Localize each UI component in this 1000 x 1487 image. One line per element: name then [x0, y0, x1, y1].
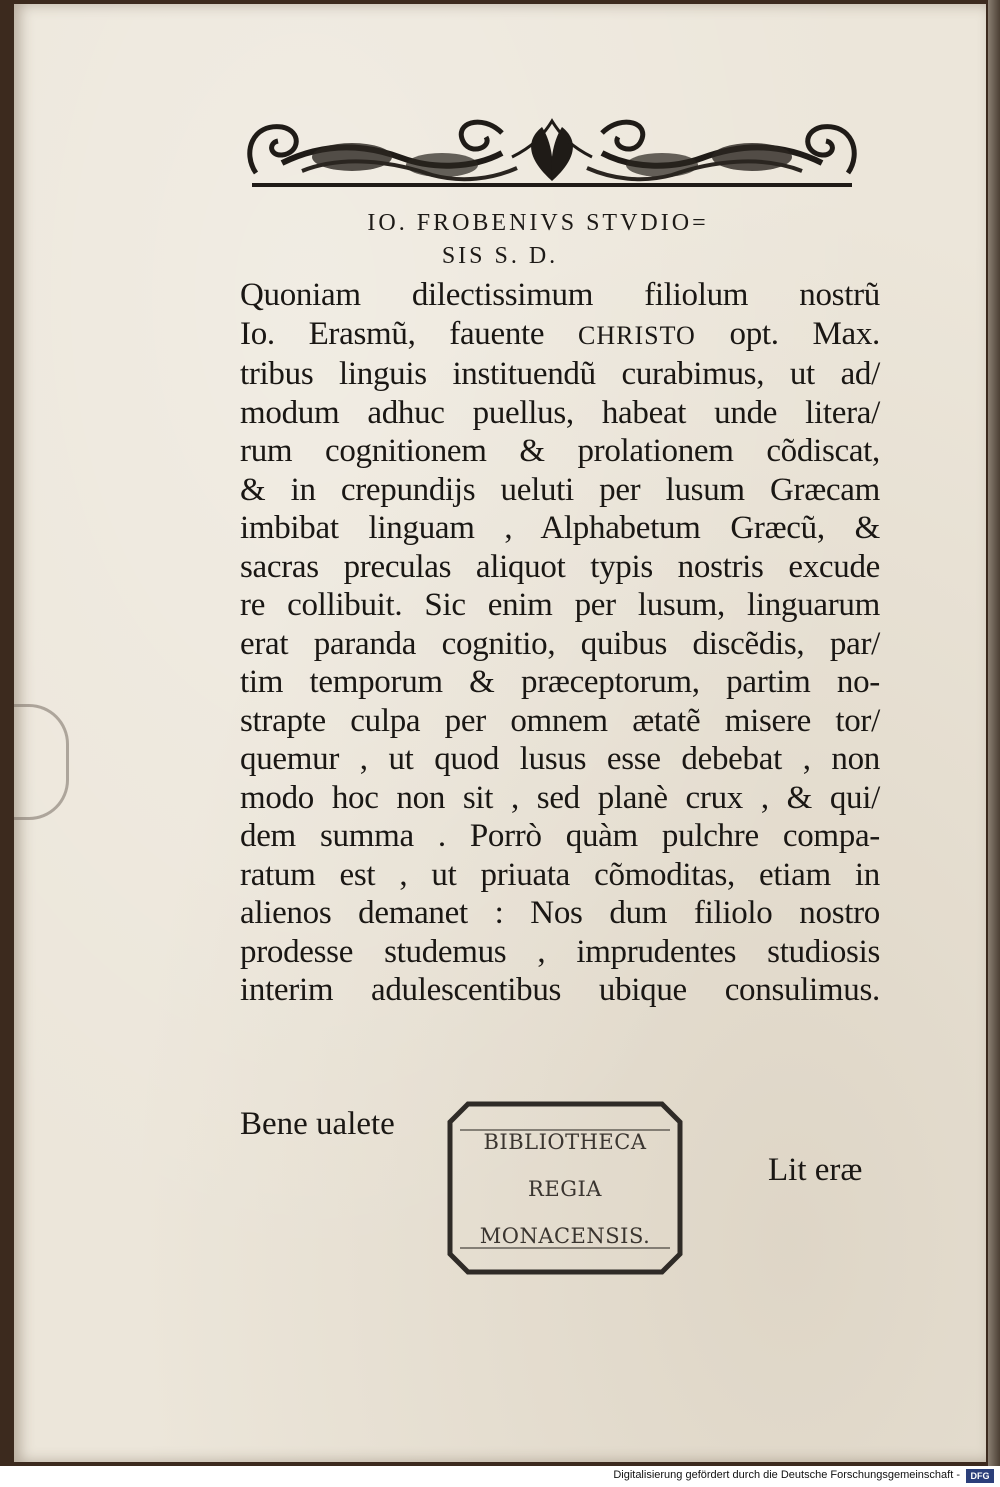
text-line: alienos demanet : Nos dum filiolo nostro: [240, 895, 880, 931]
text-line: & in crepundijs ueluti per lusum Græcam: [240, 471, 880, 508]
text-line: prodesse studemus , imprudentes studiosis: [240, 933, 880, 970]
text-line: quemur , ut quod lusus esse debebat , non: [240, 741, 880, 777]
text-fragment: opt. Max.: [729, 315, 880, 352]
stamp-line-2: REGIA: [528, 1177, 602, 1201]
text-line: interim adulescentibus ubique consulimus.: [240, 972, 880, 1008]
text-line: re collibuit. Sic enim per lusum, linguarum: [240, 587, 880, 623]
stamp-line-1: BIBLIOTHECA: [483, 1130, 647, 1154]
text-line: sacras preculas aliquot typis nostris excude: [240, 548, 880, 585]
text-line: modo hoc non sit , sed planè crux , & qui/: [240, 779, 880, 816]
text-line: imbibat linguam , Alphabetum Græcũ, &: [240, 510, 880, 546]
text-fragment: Io. Erasmũ, fauente: [240, 315, 545, 352]
text-line: erat paranda cognitio, quibus discẽdis, par/: [240, 625, 880, 662]
text-line: tribus linguis instituendũ curabimus, ut ad/: [240, 356, 880, 392]
text-line: tim temporum & præceptorum, partim no-: [240, 664, 880, 700]
headpiece-ornament: [242, 113, 862, 193]
text-line: ratum est , ut priuata cõmoditas, etiam in: [240, 856, 880, 893]
text-line: strapte culpa per omnem ætatẽ misere tor/: [240, 702, 880, 739]
closing-salutation: Bene ualete: [240, 1106, 395, 1142]
body-paragraph: [240, 276, 880, 1010]
text-line: rum cognitionem & prolationem cõdiscat,: [240, 433, 880, 469]
text-line: Quoniam dilectissimum filiolum nostrũ: [240, 277, 880, 313]
stamp-line-3: MONACENSIS.: [479, 1224, 651, 1248]
text-line: dem summa . Porrò quàm pulchre compa-: [240, 818, 880, 854]
library-stamp: [446, 1100, 684, 1276]
footer-credit: Digitalisierung gefördert durch die Deutsche Forschungsgemeinschaft -: [613, 1469, 960, 1481]
catchword: Lit eræ: [768, 1152, 863, 1188]
heading-line-1: IO. FROBENIVS STVDIO=: [367, 210, 709, 236]
text-line: modum adhuc puellus, habeat unde litera/: [240, 394, 880, 431]
heading-line-2: SIS S. D.: [441, 243, 559, 269]
footer-bar: [0, 1466, 1000, 1487]
dfg-logo-icon[interactable]: DFG: [966, 1469, 994, 1483]
page-clip-mark: [14, 704, 69, 820]
text-line: [240, 315, 880, 356]
christo-smallcaps: CHRISTO: [577, 320, 696, 350]
